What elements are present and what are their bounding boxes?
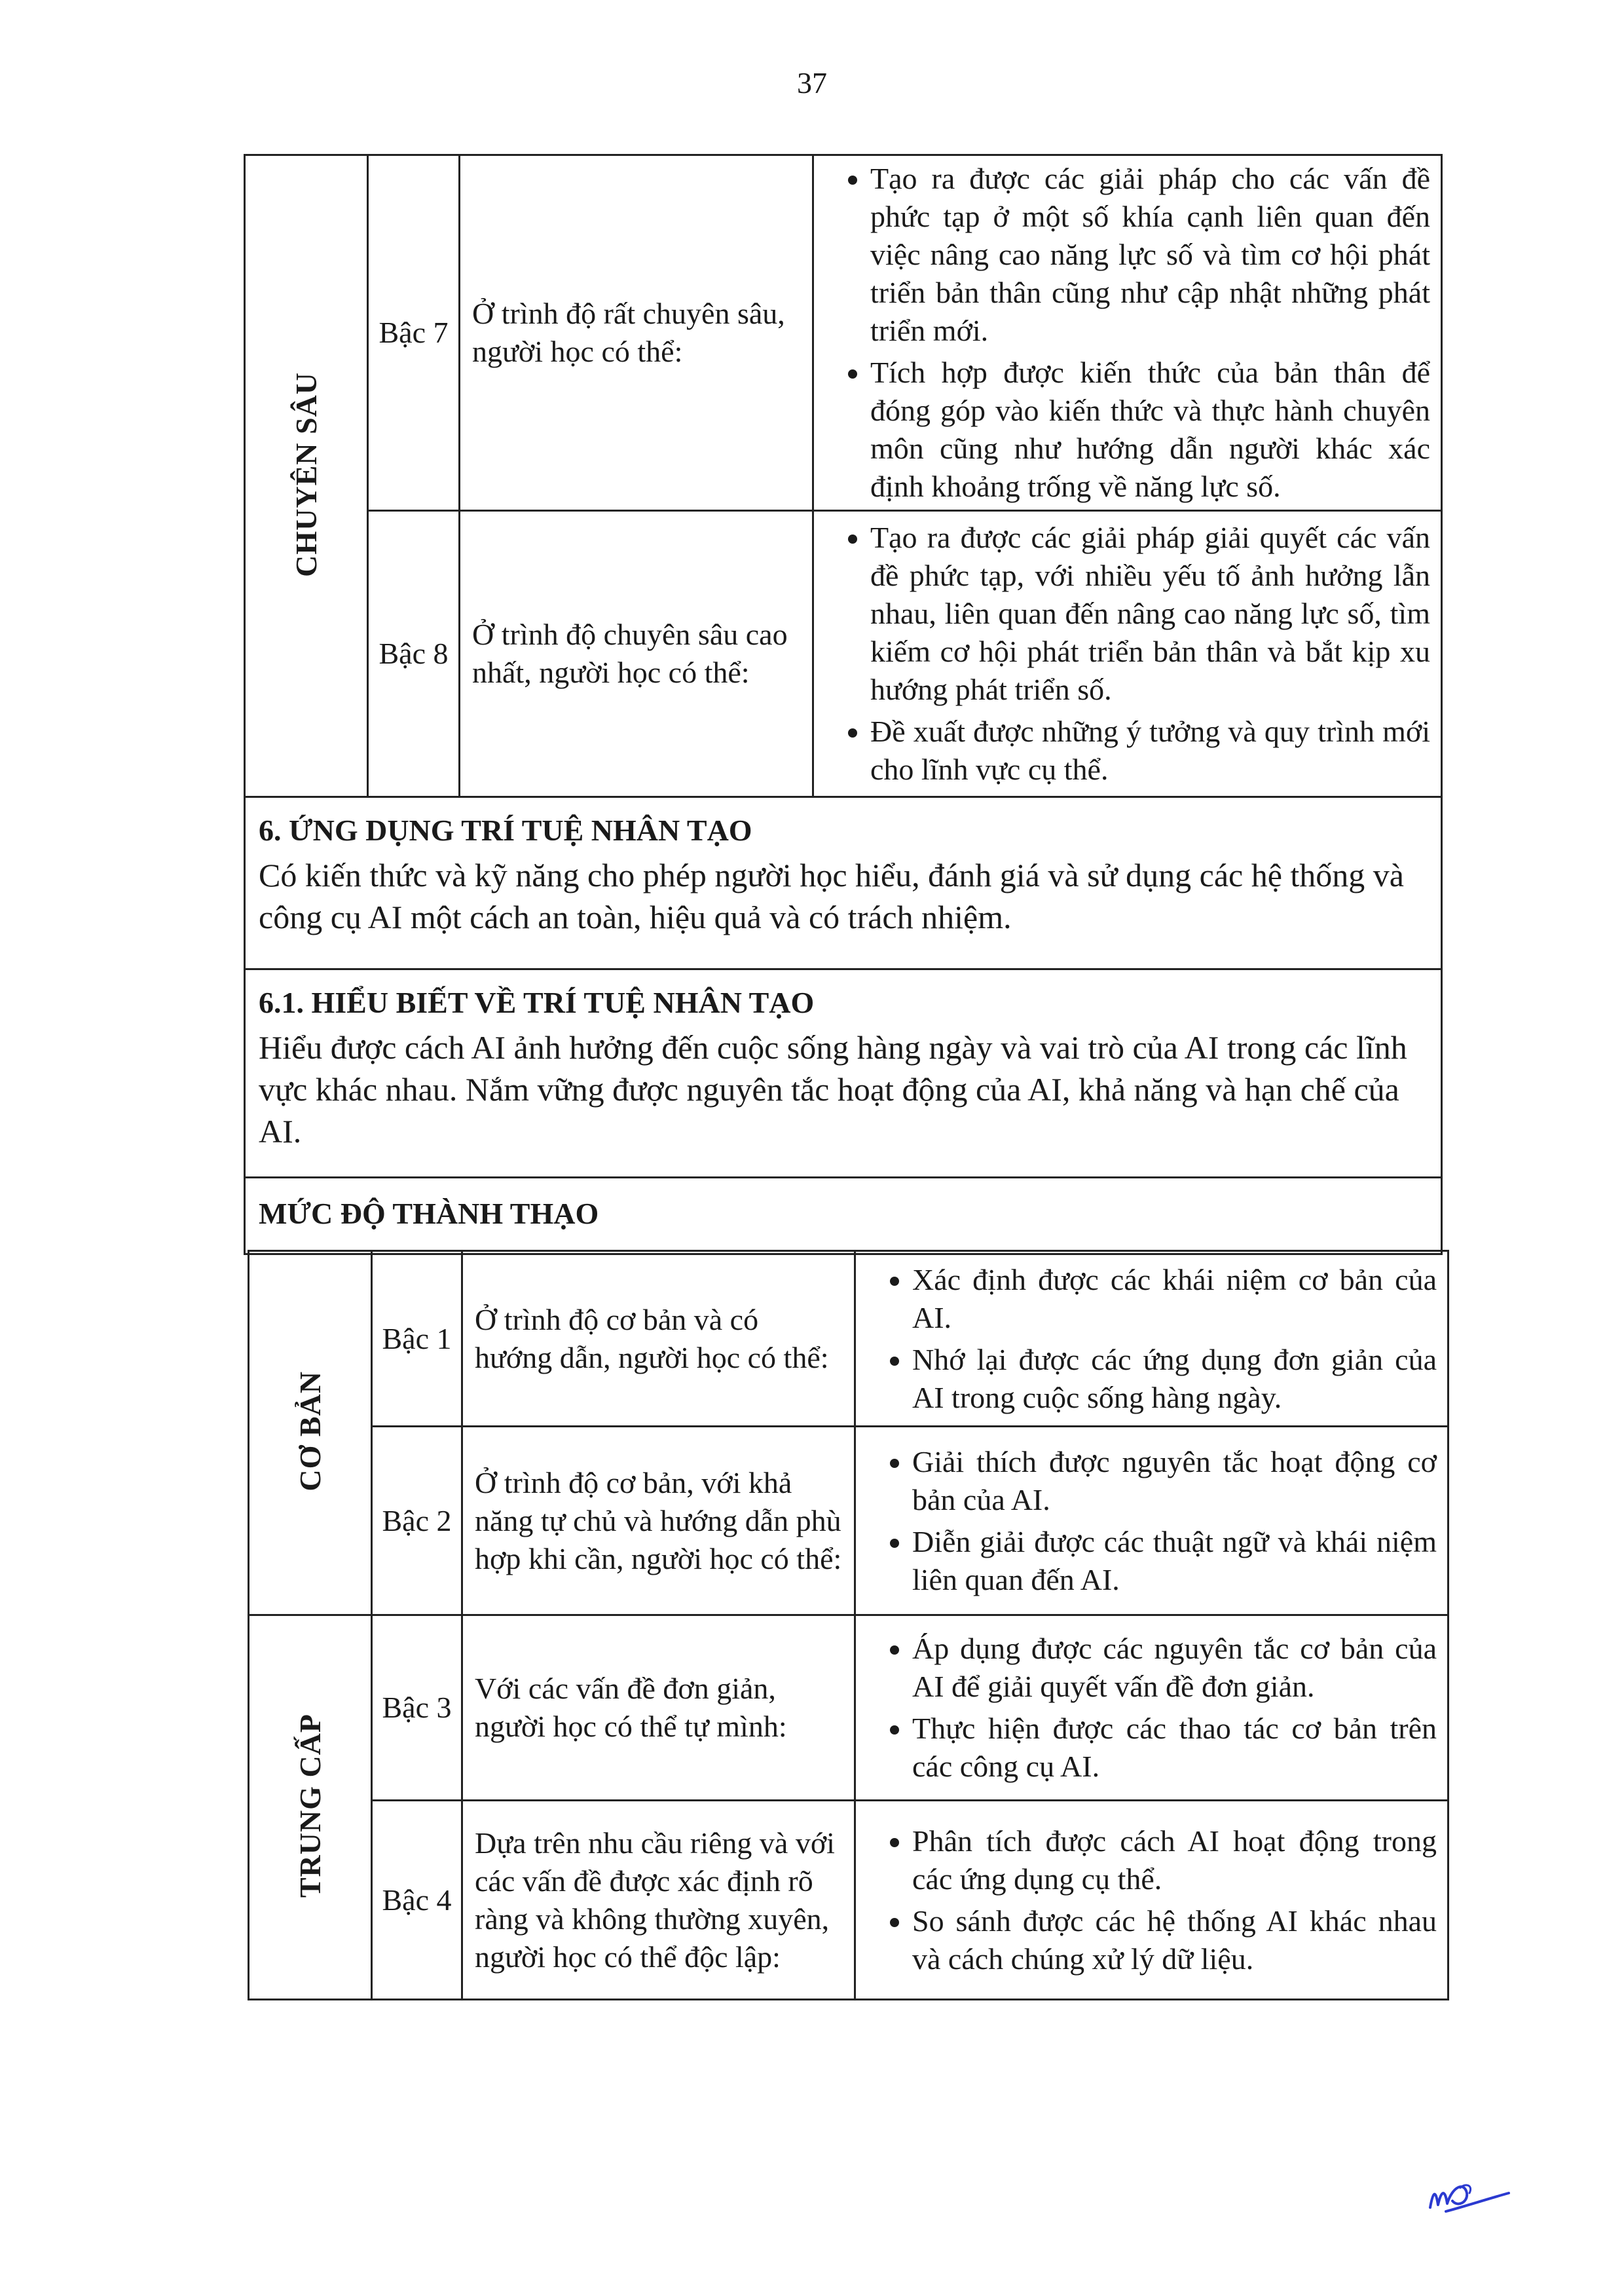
group-label-trung-cap: TRUNG CẤP — [293, 1713, 327, 1898]
level-label: Bậc 7 — [378, 316, 449, 349]
outcomes-cell — [855, 1427, 1449, 1615]
proficiency-row — [245, 1178, 1442, 1254]
level-label: Bậc 3 — [382, 1691, 452, 1724]
condition-cell — [462, 1251, 855, 1427]
section-cell — [245, 797, 1442, 969]
subsection-description: Hiểu được cách AI ảnh hưởng đến cuộc sống hàng ngày và vai trò của AI trong các lĩnh vực khác nhau. Nắm vững được nguyên tắc hoạt động của AI, khả năng và hạn chế của AI. — [259, 1029, 1407, 1150]
outcome-list — [856, 1822, 1447, 1978]
group-label-cell — [249, 1251, 372, 1615]
outcome-item: • Đề xuất được những ý tưởng và quy trình mới cho lĩnh vực cụ thể. — [870, 713, 1430, 789]
outcome-list — [856, 1630, 1447, 1786]
group-label-chuyen-sau: CHUYÊN SÂU — [289, 371, 323, 577]
level-cell — [372, 1615, 462, 1801]
outcome-item: • Tạo ra được các giải pháp cho các vấn đề phức tạp ở một số khía cạnh liên quan đến việc nâng cao năng lực số và tìm cơ hội phát triển bản thân cũng như cập nhật những phát triển mới. — [870, 160, 1430, 350]
outcome-item: • Áp dụng được các nguyên tắc cơ bản của AI để giải quyết vấn đề đơn giản. — [912, 1630, 1437, 1706]
level-label: Bậc 2 — [382, 1503, 452, 1537]
table-row — [249, 1251, 1449, 1427]
table-row — [249, 1615, 1449, 1801]
condition-cell — [462, 1615, 855, 1801]
table-row — [249, 1801, 1449, 2000]
group-label-cell — [249, 1615, 372, 2000]
subsection-heading: 6.1. HIỂU BIẾT VỀ TRÍ TUỆ NHÂN TẠO — [259, 986, 815, 1019]
subsection-row — [245, 969, 1442, 1178]
outcome-list — [814, 160, 1441, 506]
outcome-list — [814, 519, 1441, 789]
condition-cell — [460, 511, 813, 797]
condition-text: Ở trình độ rất chuyên sâu, người học có thể: — [472, 297, 785, 368]
condition-cell — [462, 1427, 855, 1615]
condition-text: Ở trình độ cơ bản, với khả năng tự chủ và hướng dẫn phù hợp khi cần, người học có thể: — [475, 1465, 842, 1575]
table-row — [245, 511, 1442, 797]
outcome-item: • So sánh được các hệ thống AI khác nhau và cách chúng xử lý dữ liệu. — [912, 1902, 1437, 1978]
outcomes-cell — [855, 1251, 1449, 1427]
outcomes-cell — [813, 155, 1442, 511]
condition-text: Ở trình độ chuyên sâu cao nhất, người học có thể: — [472, 618, 788, 689]
level-cell — [372, 1801, 462, 2000]
proficiency-heading: MỨC ĐỘ THÀNH THẠO — [259, 1197, 599, 1230]
level-label: Bậc 4 — [382, 1883, 452, 1917]
table-row — [245, 155, 1442, 511]
outcomes-cell — [855, 1801, 1449, 2000]
group-label-cell — [245, 155, 368, 797]
outcome-item: • Nhớ lại được các ứng dụng đơn giản của AI trong cuộc sống hàng ngày. — [912, 1341, 1437, 1417]
outcome-item: • Tạo ra được các giải pháp giải quyết các vấn đề phức tạp, với nhiều yếu tố ảnh hưởng lẫn nhau, liên quan đến nâng cao năng lực số, tìm kiếm cơ hội phát triển bản thân và bắt kịp xu hướng phát triển số. — [870, 519, 1430, 709]
outcomes-cell — [855, 1615, 1449, 1801]
condition-text: Dựa trên nhu cầu riêng và với các vấn đề được xác định rõ ràng và không thường xuyên, người học có thể độc lập: — [475, 1826, 835, 1974]
outcome-item: • Diễn giải được các thuật ngữ và khái niệm liên quan đến AI. — [912, 1523, 1437, 1599]
level-label: Bậc 8 — [378, 637, 449, 670]
page-number: 37 — [797, 66, 827, 100]
condition-text: Với các vấn đề đơn giản, người học có thể tự mình: — [475, 1672, 787, 1743]
outcome-item: • Phân tích được cách AI hoạt động trong các ứng dụng cụ thể. — [912, 1822, 1437, 1898]
proficiency-cell — [245, 1178, 1442, 1254]
level-label: Bậc 1 — [382, 1321, 452, 1355]
subsection-cell — [245, 969, 1442, 1178]
outcome-item: • Thực hiện được các thao tác cơ bản trên các công cụ AI. — [912, 1710, 1437, 1786]
section-heading: 6. ỨNG DỤNG TRÍ TUỆ NHÂN TẠO — [259, 814, 752, 847]
level-cell — [368, 511, 460, 797]
section-row — [245, 797, 1442, 969]
condition-cell — [460, 155, 813, 511]
level-cell — [372, 1251, 462, 1427]
group-label-co-ban: CƠ BẢN — [293, 1371, 327, 1492]
table-row — [249, 1427, 1449, 1615]
condition-cell — [462, 1801, 855, 2000]
outcome-list — [856, 1261, 1447, 1417]
level-cell — [372, 1427, 462, 1615]
competency-table-top — [244, 154, 1443, 1255]
outcomes-cell — [813, 511, 1442, 797]
outcome-item: • Tích hợp được kiến thức của bản thân để đóng góp vào kiến thức và thực hành chuyên môn cũng như hướng dẫn người khác xác định khoảng trống về năng lực số. — [870, 354, 1430, 506]
competency-table-bottom — [248, 1250, 1449, 2000]
outcome-item: • Xác định được các khái niệm cơ bản của AI. — [912, 1261, 1437, 1337]
outcome-list — [856, 1443, 1447, 1599]
signature-icon — [1426, 2173, 1513, 2219]
condition-text: Ở trình độ cơ bản và có hướng dẫn, người học có thể: — [475, 1302, 829, 1374]
outcome-item: • Giải thích được nguyên tắc hoạt động cơ bản của AI. — [912, 1443, 1437, 1519]
level-cell — [368, 155, 460, 511]
section-description: Có kiến thức và kỹ năng cho phép người học hiểu, đánh giá và sử dụng các hệ thống và công cụ AI một cách an toàn, hiệu quả và có trách nhiệm. — [259, 857, 1404, 935]
